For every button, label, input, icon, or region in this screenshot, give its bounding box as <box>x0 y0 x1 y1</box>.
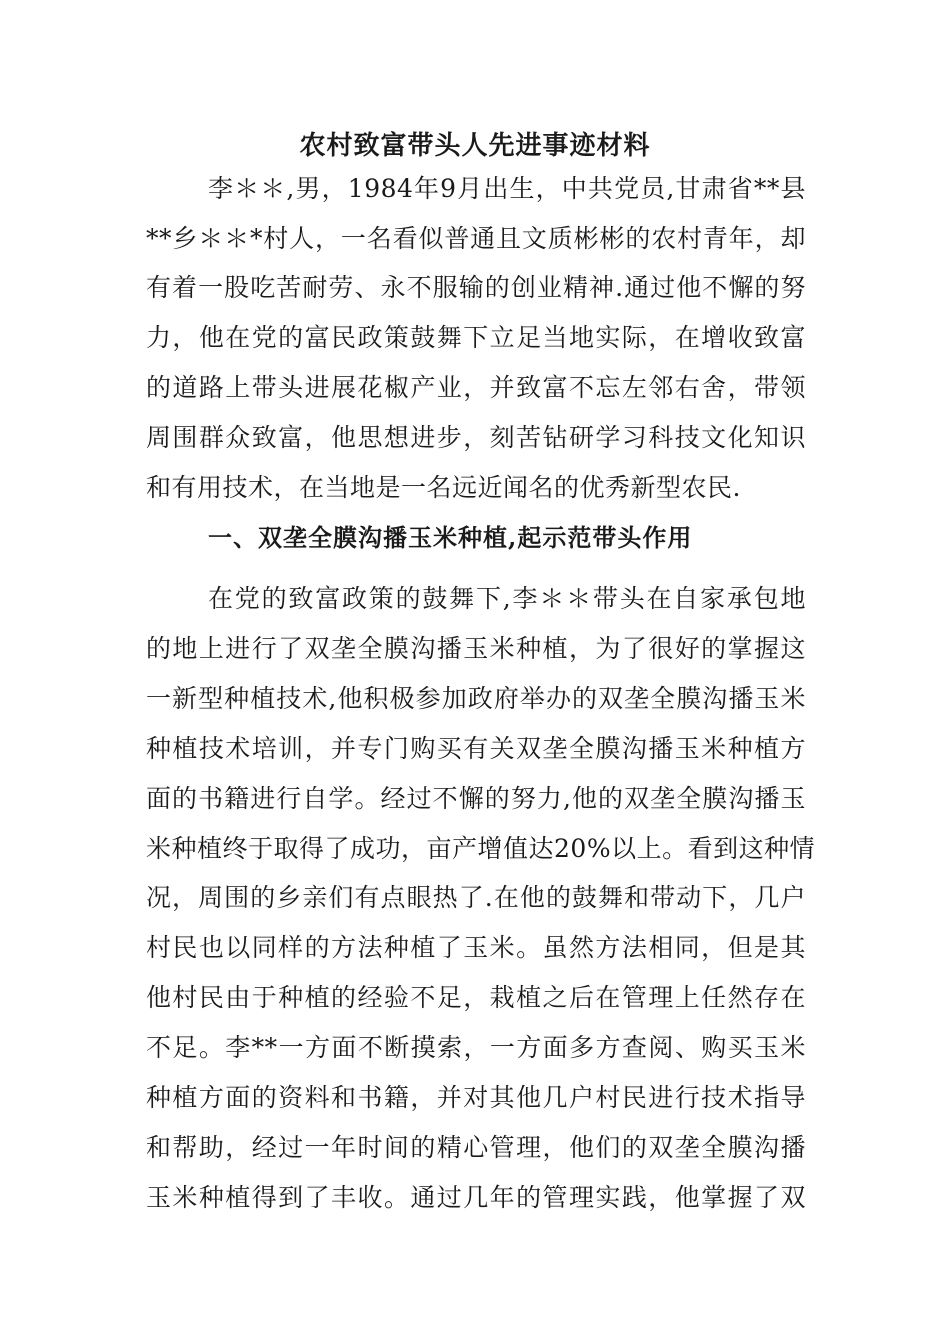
paragraph-line: 和帮助，经过一年时间的精心管理，他们的双垄全膜沟播 <box>146 1133 806 1162</box>
paragraph-line: **乡＊＊*村人，一名看似普通且文质彬彬的农村青年，却 <box>146 224 806 253</box>
paragraph-line: 他村民由于种植的经验不足，栽植之后在管理上任然存在 <box>146 983 806 1012</box>
paragraph-line: 和有用技术，在当地是一名远近闻名的优秀新型农民. <box>146 473 741 502</box>
paragraph-line: 村民也以同样的方法种植了玉米。虽然方法相同，但是其 <box>146 933 806 962</box>
paragraph-line: 不足。李**一方面不断摸索，一方面多方查阅、购买玉米 <box>146 1033 806 1062</box>
paragraph-line: 况，周围的乡亲们有点眼热了.在他的鼓舞和带动下，几户 <box>146 883 806 912</box>
paragraph-line: 力，他在党的富民政策鼓舞下立足当地实际，在增收致富 <box>146 323 806 352</box>
document-title: 农村致富带头人先进事迹材料 <box>299 131 651 161</box>
paragraph-line: 一新型种植技术,他积极参加政府举办的双垄全膜沟播玉米 <box>146 684 806 713</box>
paragraph-line: 面的书籍进行自学。经过不懈的努力,他的双垄全膜沟播玉 <box>146 784 806 813</box>
paragraph-line: 的地上进行了双垄全膜沟播玉米种植，为了很好的掌握这 <box>146 634 806 663</box>
paragraph-line: 种植技术培训，并专门购买有关双垄全膜沟播玉米种植方 <box>146 734 806 763</box>
paragraph-line: 的道路上带头进展花椒产业，并致富不忘左邻右舍，带领 <box>146 373 806 402</box>
paragraph-line: 李＊＊,男，1984年9月出生，中共党员,甘肃省**县 <box>208 174 806 203</box>
paragraph-line: 米种植终于取得了成功，亩产增值达20%以上。看到这种情 <box>146 834 816 863</box>
paragraph-line: 种植方面的资料和书籍，并对其他几户村民进行技术指导 <box>146 1083 806 1112</box>
paragraph-line: 有着一股吃苦耐劳、永不服输的创业精神.通过他不懈的努 <box>146 273 806 302</box>
paragraph-line: 在党的致富政策的鼓舞下,李＊＊带头在自家承包地 <box>208 584 806 613</box>
paragraph-line: 周围群众致富，他思想进步，刻苦钻研学习科技文化知识 <box>146 423 806 452</box>
paragraph-line: 玉米种植得到了丰收。通过几年的管理实践，他掌握了双 <box>146 1183 806 1212</box>
section-heading: 一、双垄全膜沟播玉米种植,起示范带头作用 <box>208 523 693 552</box>
